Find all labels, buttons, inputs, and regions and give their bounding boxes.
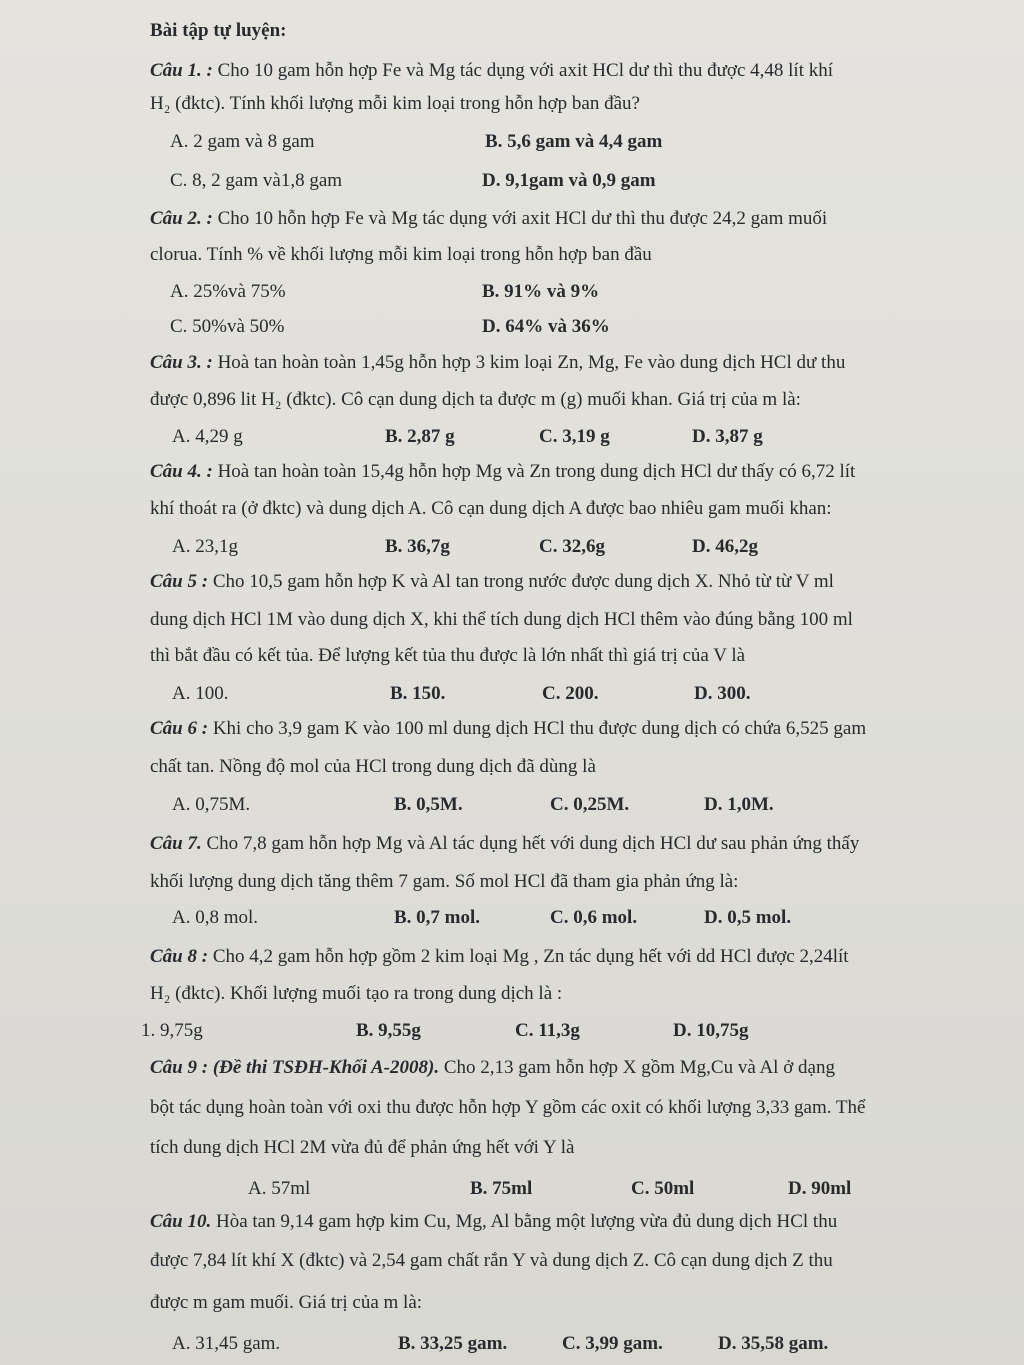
question-7-label: Câu 7.	[150, 833, 202, 854]
question-9-text-2: bột tác dụng hoàn toàn với oxi thu được hỗn hợp Y gồm các oxit có khối lượng 3,33 gam. Thể	[150, 1097, 866, 1118]
question-5-text-2: dung dịch HCl 1M vào dung dịch X, khi thể tích dung dịch HCl thêm vào đúng bằng 100 ml	[150, 609, 853, 630]
question-5-option-c[interactable]: C. 200.	[542, 683, 599, 704]
question-7-text-2: khối lượng dung dịch tăng thêm 7 gam. Số mol HCl đã tham gia phản ứng là:	[150, 871, 739, 892]
question-2-text-1: Cho 10 hỗn hợp Fe và Mg tác dụng với axit HCl dư thì thu được 24,2 gam muối	[217, 208, 828, 229]
question-10-option-b[interactable]: B. 33,25 gam.	[398, 1333, 508, 1354]
question-1-text-2: H₂ (đktc). Tính khối lượng mỗi kim loại trong hỗn hợp ban đầu?	[150, 93, 640, 114]
question-6-option-c[interactable]: C. 0,25M.	[550, 794, 630, 815]
question-1-option-c[interactable]: C. 8, 2 gam và1,8 gam	[170, 170, 343, 191]
question-7-option-b[interactable]: B. 0,7 mol.	[394, 907, 481, 928]
question-3-text-1: Hoà tan hoàn toàn 1,45g hỗn hợp 3 kim loại Zn, Mg, Fe vào dung dịch HCl dư thu	[217, 352, 846, 373]
question-3-label: Câu 3. :	[150, 352, 213, 373]
question-3-option-d[interactable]: D. 3,87 g	[692, 426, 763, 447]
question-2-option-c[interactable]: C. 50%và 50%	[170, 316, 285, 337]
question-1-option-b[interactable]: B. 5,6 gam và 4,4 gam	[485, 131, 663, 152]
question-2-line-1	[150, 208, 827, 230]
question-10-text-3: được m gam muối. Giá trị của m là:	[150, 1292, 423, 1313]
question-1-text-1: Cho 10 gam hỗn hợp Fe và Mg tác dụng với axit HCl dư thì thu được 4,48 lít khí	[217, 60, 833, 81]
question-10-label: Câu 10.	[150, 1211, 212, 1232]
question-2-option-a[interactable]: A. 25%và 75%	[170, 281, 286, 302]
question-2-option-d[interactable]: D. 64% và 36%	[482, 316, 610, 337]
question-8-option-c[interactable]: C. 11,3g	[515, 1020, 580, 1041]
question-4-text-2: khí thoát ra (ở đktc) và dung dịch A. Cô cạn dung dịch A được bao nhiêu gam muối khan:	[150, 498, 832, 519]
question-7-option-c[interactable]: C. 0,6 mol.	[550, 907, 638, 928]
question-8-option-d[interactable]: D. 10,75g	[673, 1020, 749, 1041]
question-10-text-1: Hòa tan 9,14 gam hợp kim Cu, Mg, Al bằng một lượng vừa đủ dung dịch HCl thu	[216, 1211, 838, 1232]
question-9-line-1	[150, 1057, 835, 1079]
question-5-label: Câu 5 :	[150, 571, 209, 592]
question-9-text-3: tích dung dịch HCl 2M vừa đủ để phản ứng hết với Y là	[150, 1137, 575, 1158]
question-10-option-c[interactable]: C. 3,99 gam.	[562, 1333, 663, 1354]
question-1-option-d[interactable]: D. 9,1gam và 0,9 gam	[482, 170, 656, 191]
question-6-option-a[interactable]: A. 0,75M.	[172, 794, 251, 815]
question-6-line-1	[150, 718, 866, 740]
question-8-text-1: Cho 4,2 gam hỗn hợp gồm 2 kim loại Mg , Zn tác dụng hết với dd HCl được 2,24lít	[212, 946, 849, 967]
question-6-text-1: Khi cho 3,9 gam K vào 100 ml dung dịch HCl thu được dung dịch có chứa 6,525 gam	[212, 718, 867, 739]
question-4-option-a[interactable]: A. 23,1g	[172, 536, 238, 557]
question-3-text-2: được 0,896 lit H₂ (đktc). Cô cạn dung dịch ta được m (g) muối khan. Giá trị của m là:	[150, 389, 801, 410]
question-9-option-c[interactable]: C. 50ml	[631, 1178, 695, 1199]
question-10-option-d[interactable]: D. 35,58 gam.	[718, 1333, 829, 1354]
question-6-text-2: chất tan. Nồng độ mol của HCl trong dung dịch đã dùng là	[150, 756, 596, 777]
question-3-option-c[interactable]: C. 3,19 g	[539, 426, 610, 447]
question-4-option-b[interactable]: B. 36,7g	[385, 536, 450, 557]
question-2-label: Câu 2. :	[150, 208, 213, 229]
question-8-option-b[interactable]: B. 9,55g	[356, 1020, 421, 1041]
question-2-text-2: clorua. Tính % về khối lượng mỗi kim loại trong hỗn hợp ban đầu	[150, 244, 652, 265]
question-7-line-1	[150, 833, 859, 855]
question-5-option-a[interactable]: A. 100.	[172, 683, 229, 704]
question-5-option-b[interactable]: B. 150.	[390, 683, 446, 704]
question-1-line-1	[150, 60, 833, 82]
question-5-option-d[interactable]: D. 300.	[694, 683, 751, 704]
question-1-label: Câu 1. :	[150, 60, 213, 81]
question-9-text-1: Cho 2,13 gam hỗn hợp X gồm Mg,Cu và Al ở dạng	[443, 1057, 835, 1078]
question-8-text-2: H₂ (đktc). Khối lượng muối tạo ra trong dung dịch là :	[150, 983, 563, 1004]
question-5-line-1	[150, 571, 834, 593]
question-9-option-b[interactable]: B. 75ml	[470, 1178, 533, 1199]
question-4-line-1	[150, 461, 855, 483]
question-7-option-a[interactable]: A. 0,8 mol.	[172, 907, 259, 928]
question-4-text-1: Hoà tan hoàn toàn 15,4g hỗn hợp Mg và Zn trong dung dịch HCl dư thấy có 6,72 lít	[217, 461, 856, 482]
question-6-option-d[interactable]: D. 1,0M.	[704, 794, 774, 815]
question-9-option-d[interactable]: D. 90ml	[788, 1178, 852, 1199]
question-7-option-d[interactable]: D. 0,5 mol.	[704, 907, 792, 928]
question-3-line-1	[150, 352, 845, 374]
question-4-label: Câu 4. :	[150, 461, 213, 482]
question-8-line-1	[150, 946, 849, 968]
question-6-label: Câu 6 :	[150, 718, 209, 739]
question-6-option-b[interactable]: B. 0,5M.	[394, 794, 463, 815]
question-10-text-2: được 7,84 lít khí X (đktc) và 2,54 gam chất rắn Y và dung dịch Z. Cô cạn dung dịch Z thu	[150, 1250, 833, 1271]
question-9-option-a[interactable]: A. 57ml	[248, 1178, 311, 1199]
worksheet-title: Bài tập tự luyện:	[150, 20, 287, 41]
question-1-option-a[interactable]: A. 2 gam và 8 gam	[170, 131, 315, 152]
question-8-label: Câu 8 :	[150, 946, 209, 967]
question-10-option-a[interactable]: A. 31,45 gam.	[172, 1333, 281, 1354]
question-10-line-1	[150, 1211, 837, 1233]
question-4-option-c[interactable]: C. 32,6g	[539, 536, 605, 557]
question-4-option-d[interactable]: D. 46,2g	[692, 536, 758, 557]
question-5-text-1: Cho 10,5 gam hỗn hợp K và Al tan trong nước được dung dịch X. Nhỏ từ từ V ml	[212, 571, 834, 592]
question-7-text-1: Cho 7,8 gam hỗn hợp Mg và Al tác dụng hết với dung dịch HCl dư sau phản ứng thấy	[206, 833, 860, 854]
question-2-option-b[interactable]: B. 91% và 9%	[482, 281, 600, 302]
question-3-option-b[interactable]: B. 2,87 g	[385, 426, 455, 447]
question-5-text-3: thì bắt đầu có kết tủa. Để lượng kết tủa thu được là lớn nhất thì giá trị của V là	[150, 645, 746, 666]
question-3-option-a[interactable]: A. 4,29 g	[172, 426, 243, 447]
question-8-option-a[interactable]: 1. 9,75g	[141, 1020, 203, 1041]
question-9-label: Câu 9 : (Đề thi TSĐH-Khối A-2008).	[150, 1057, 440, 1078]
